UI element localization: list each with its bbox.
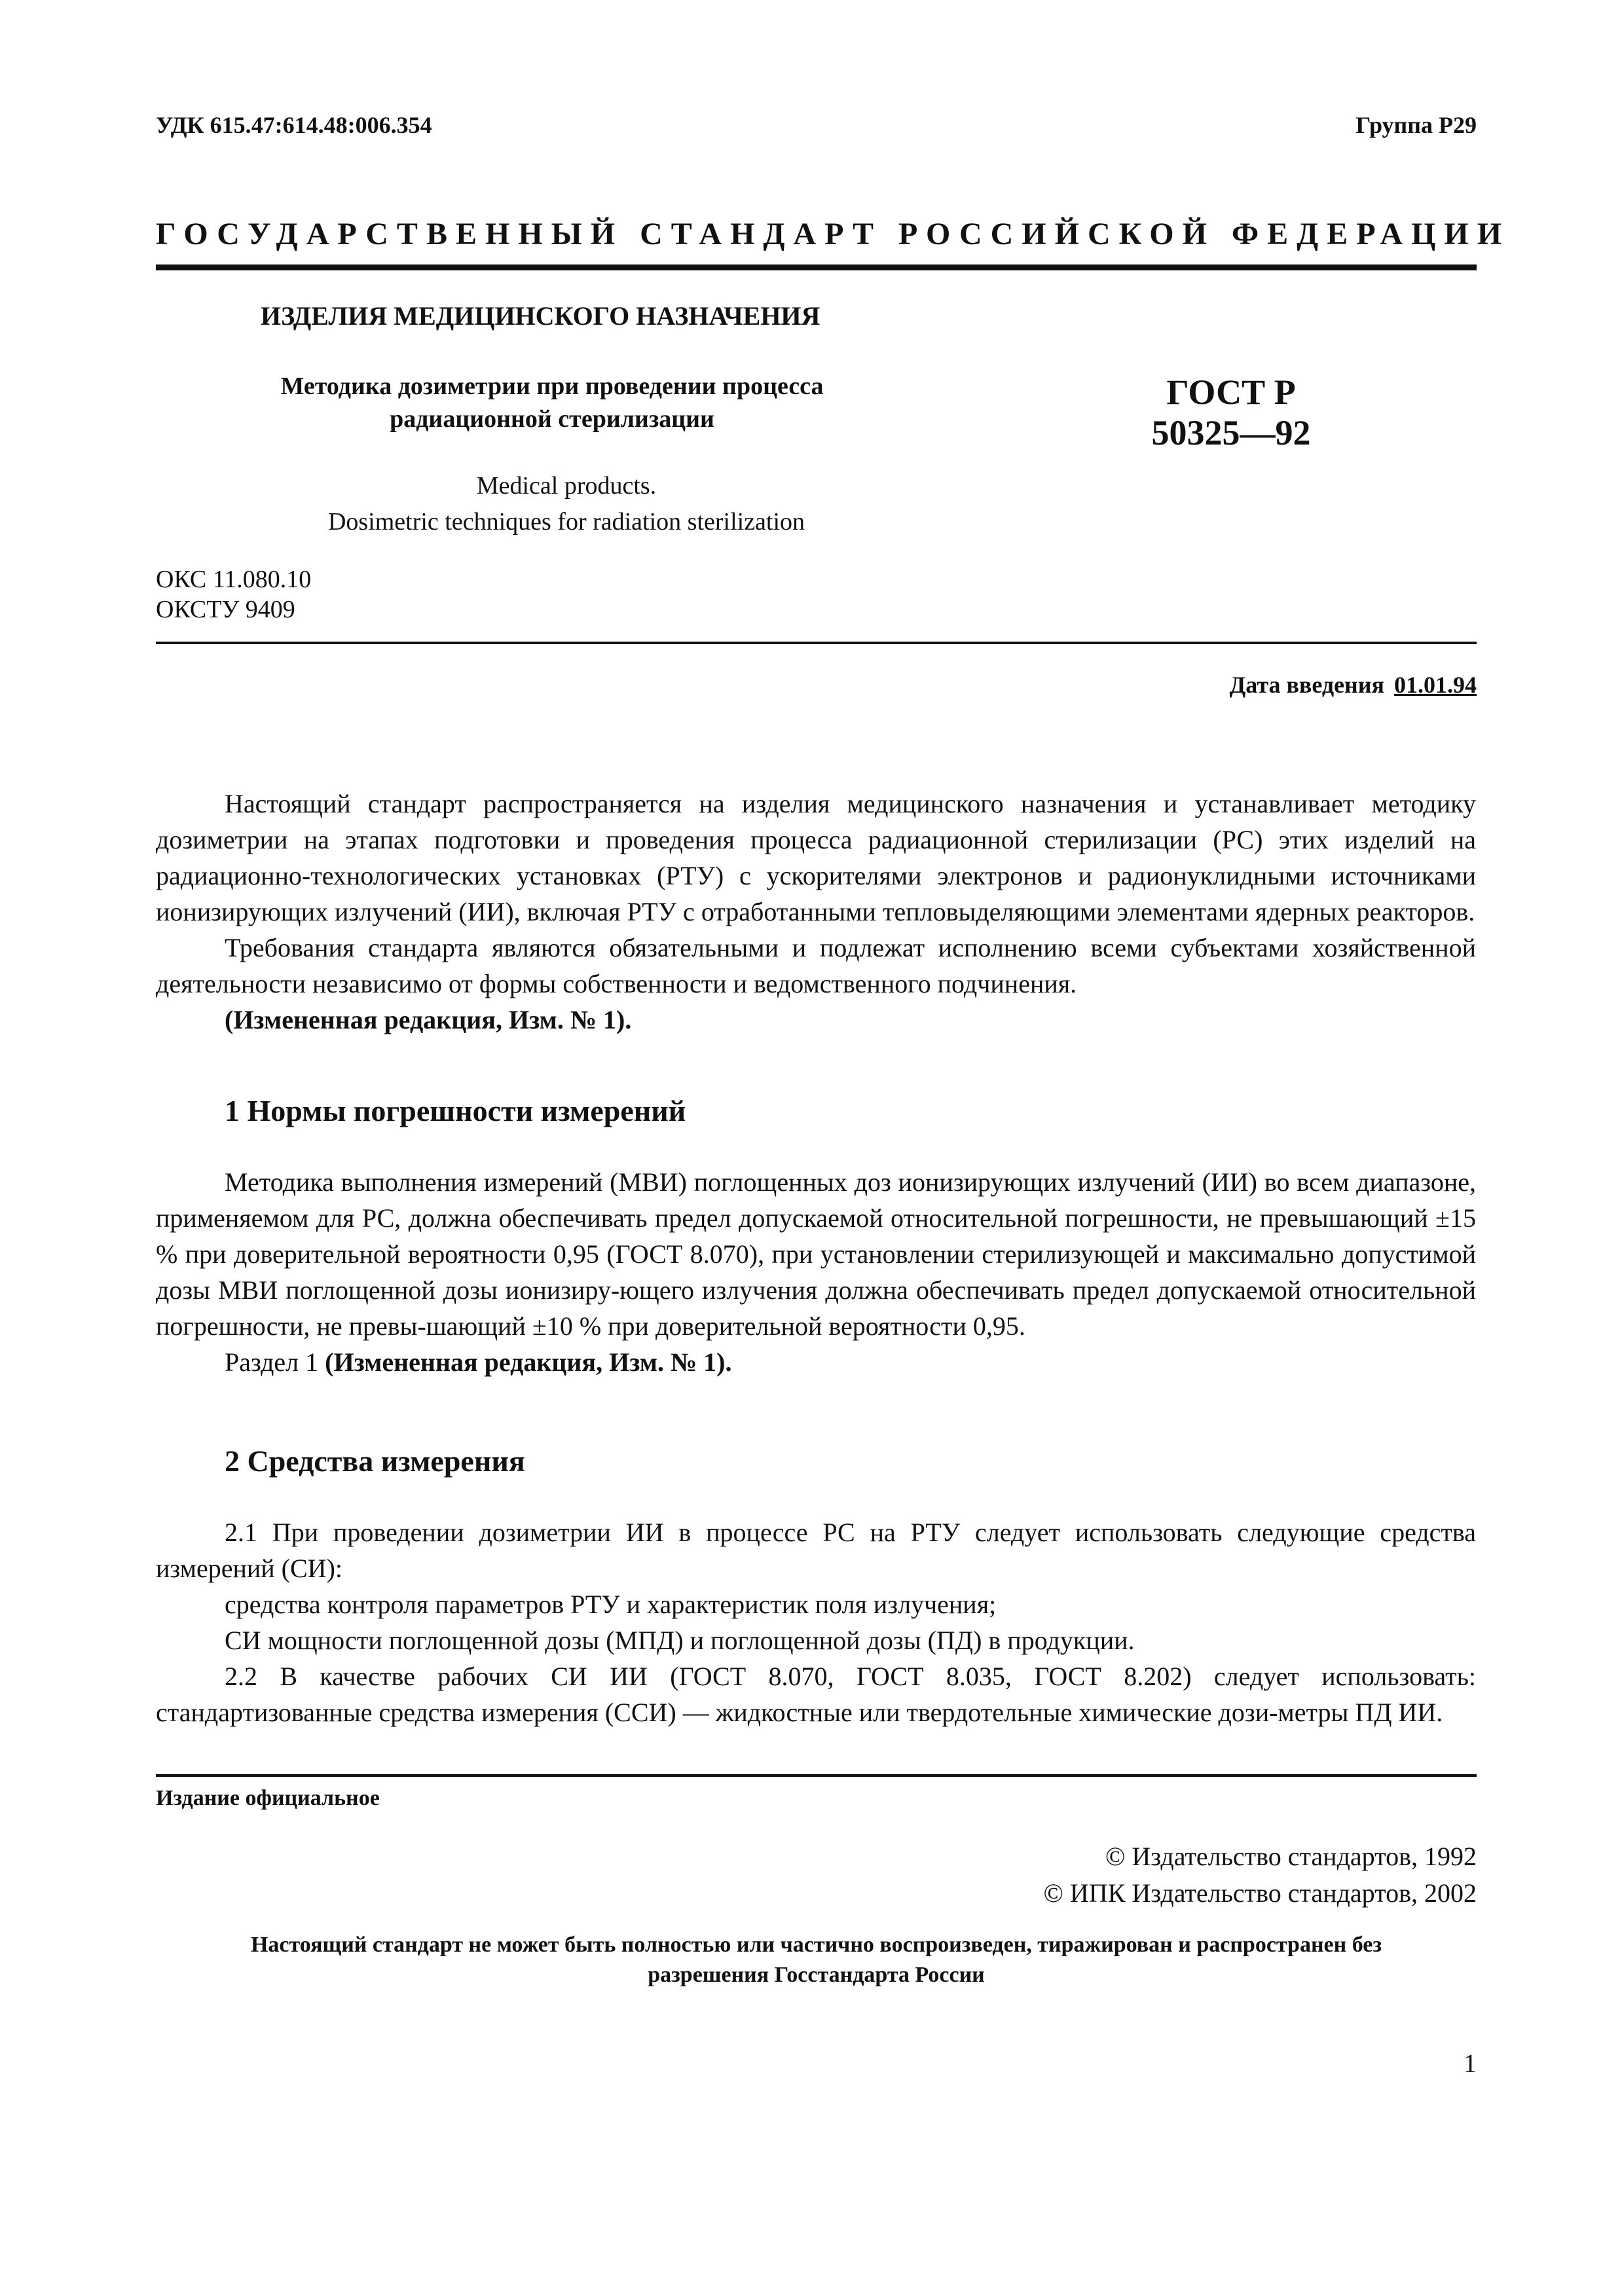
copyright-block <box>1044 1838 1477 1912</box>
english-title-line1: Medical products. <box>476 472 657 500</box>
intro-paragraph-2: Требования стандарта являются обязательными и подлежат исполнению всеми субъектами хозяйственной деятельности независимо от формы собственности и ведомственного подчинения. <box>156 933 1476 998</box>
intro-paragraph-1: Настоящий стандарт распространяется на изделия медицинского назначения и устанавливает методику дозиметрии на этапах подготовки и проведения процесса радиационной стерилизации (РС) этих изделий на радиационно-технологических установках (РТУ) с ускорителями электронов и радионуклидными источниками ионизирующих излучений (ИИ), включая РТУ с отработанными тепловыделяющими элементами ядерных реакторов. <box>156 789 1476 926</box>
section-1-amendment-note <box>156 1344 1476 1380</box>
group-code: Группа Р29 <box>1355 112 1477 138</box>
classification-codes <box>156 564 311 625</box>
section-1-paragraph-1: Методика выполнения измерений (МВИ) поглощенных доз ионизирующих излучений (ИИ) во всем диапазоне, применяемом для РС, должна обеспечивать предел допускаемой относительной погрешности, не превышающий ±15 % при доверительной вероятности 0,95 (ГОСТ 8.070), при установлении стерилизующей и максимально допустимой дозы МВИ поглощенной дозы ионизиру-ющего излучения должна обеспечивать предел допускаемой относительной погрешности, не превы-шающий ±10 % при доверительной вероятности 0,95. <box>156 1167 1476 1341</box>
reproduction-notice-line2: разрешения Госстандарта России <box>648 1963 985 1987</box>
intro-date <box>1230 671 1477 699</box>
state-standard-title: ГОСУДАРСТВЕННЫЙ СТАНДАРТ РОССИЙСКОЙ ФЕДЕРАЦИИ <box>156 217 1511 251</box>
section-1-heading: 1 Нормы погрешности измерений <box>225 1094 686 1127</box>
section-2-heading: 2 Средства измерения <box>225 1444 525 1478</box>
gost-number-line2: 50325—92 <box>1151 413 1311 452</box>
section-2-list-item-1: средства контроля параметров РТУ и характеристик поля излучения; <box>225 1590 997 1619</box>
okstu-code: ОКСТУ 9409 <box>156 596 295 623</box>
copyright-2002: © ИПК Издательство стандартов, 2002 <box>1043 1878 1477 1908</box>
intro-text <box>156 786 1476 1038</box>
section-1-amendment-prefix: Раздел 1 <box>225 1347 325 1377</box>
section-2-text <box>156 1514 1476 1730</box>
english-title-line2: Dosimetric techniques for radiation sterilization <box>327 508 805 536</box>
gost-number <box>1113 372 1349 453</box>
gost-number-line1: ГОСТ Р <box>1166 373 1296 412</box>
title-rule <box>156 264 1477 270</box>
product-subtitle-line1: Методика дозиметрии при проведении процесса <box>280 373 824 400</box>
page-number: 1 <box>1464 2049 1477 2078</box>
product-subtitle-line2: радиационной стерилизации <box>390 405 714 433</box>
section-2-list-item-2: СИ мощности поглощенной дозы (МПД) и поглощенной дозы (ПД) в продукции. <box>225 1626 1135 1655</box>
intro-date-value: 01.01.94 <box>1394 672 1477 698</box>
official-edition: Издание официальное <box>156 1786 380 1810</box>
intro-date-label: Дата введения <box>1229 672 1384 698</box>
section-2-paragraph-2-1: 2.1 При проведении дозиметрии ИИ в процессе РС на РТУ следует использовать следующие средства измерений (СИ): <box>156 1518 1476 1583</box>
section-1-amendment-bold: (Измененная редакция, Изм. № 1). <box>325 1347 732 1377</box>
intro-amendment-note: (Измененная редакция, Изм. № 1). <box>225 1005 632 1034</box>
section-2-paragraph-2-2: 2.2 В качестве рабочих СИ ИИ (ГОСТ 8.070, ГОСТ 8.035, ГОСТ 8.202) следует использовать: стандартизованные средства измерения (ССИ) — жидкостные или твердотельные химические дози-метры ПД ИИ. <box>156 1662 1476 1727</box>
section-1-text <box>156 1164 1476 1380</box>
oks-code: ОКС 11.080.10 <box>156 566 312 593</box>
product-subtitle <box>208 370 896 435</box>
copyright-1992: © Издательство стандартов, 1992 <box>1105 1842 1477 1871</box>
product-title: ИЗДЕЛИЯ МЕДИЦИНСКОГО НАЗНАЧЕНИЯ <box>261 301 820 331</box>
english-title <box>255 468 877 540</box>
udk-code: УДК 615.47:614.48:006.354 <box>156 112 432 138</box>
reproduction-notice-line1: Настоящий стандарт не может быть полностью или частично воспроизведен, тиражирован и распространен без <box>250 1933 1382 1957</box>
reproduction-notice <box>156 1930 1477 1990</box>
codes-rule <box>156 642 1477 644</box>
footer-rule <box>156 1774 1477 1777</box>
